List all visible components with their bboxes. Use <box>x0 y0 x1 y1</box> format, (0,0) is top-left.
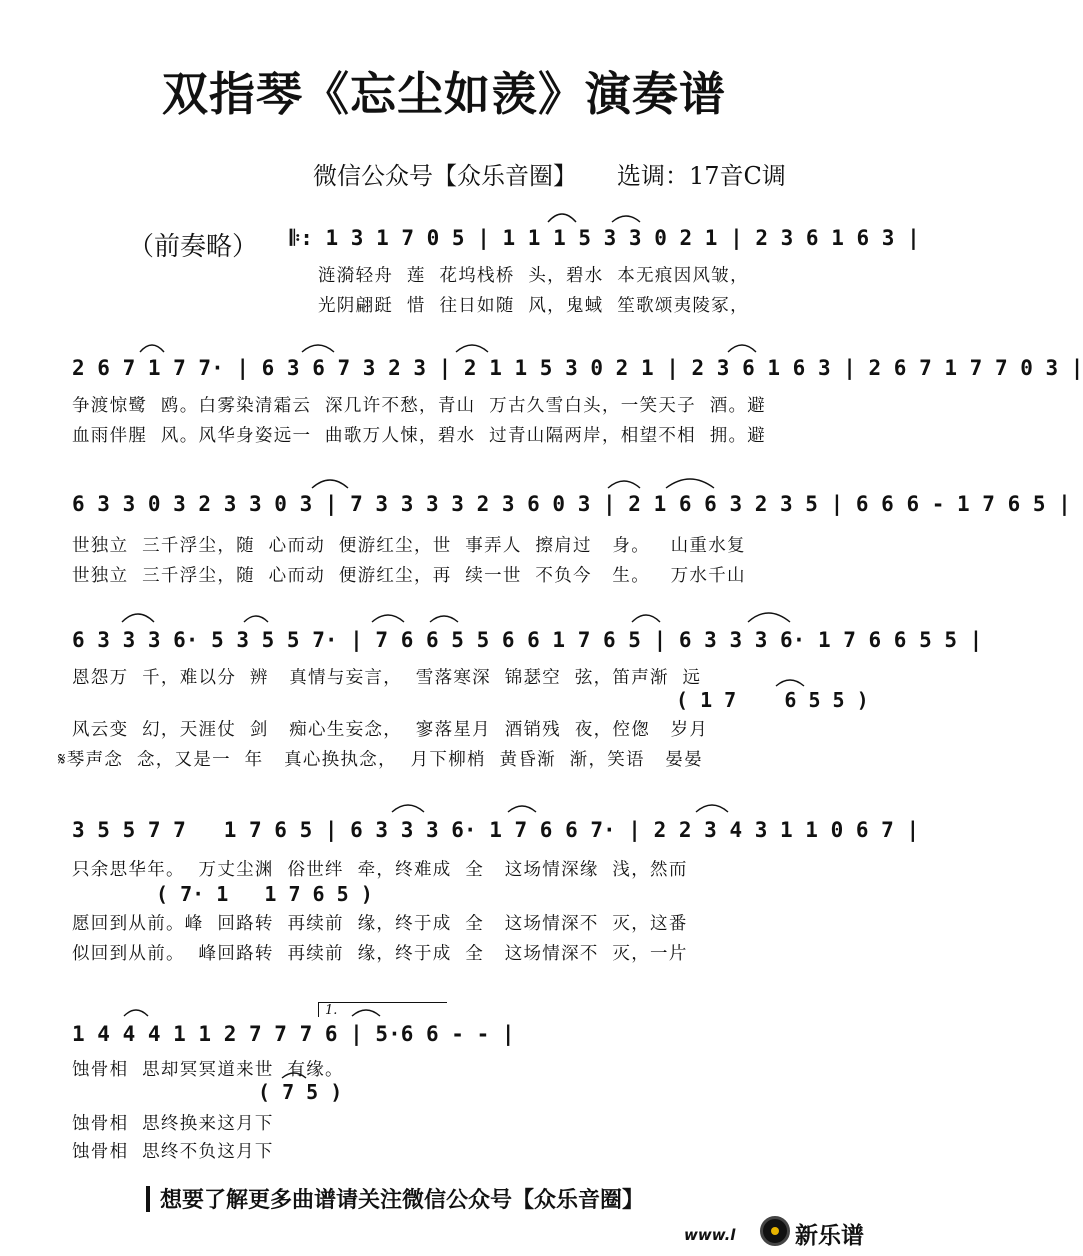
subtitle <box>313 156 786 191</box>
lyric-line-3-verse-1: 世独立 三千浮尘，随 心而动 便游红尘，世 事弄人 擦肩过 身。 山重水复 <box>72 536 746 556</box>
lyric-line-3-verse-2: 世独立 三千浮尘，随 心而动 便游红尘，再 续一世 不负今 生。 万水千山 <box>72 566 746 586</box>
slur-arc <box>696 805 728 812</box>
alternate-notes-line-4: ( 1 7 6 5 5 ) <box>676 688 869 712</box>
watermark-url: www.l <box>684 1226 736 1244</box>
slur-arc <box>302 345 334 352</box>
slur-arc <box>728 345 756 352</box>
slur-arc <box>124 1010 148 1016</box>
alternate-notes-line-6: ( 7 5 ) <box>258 1080 343 1104</box>
slur-arc <box>122 614 154 622</box>
slur-arc <box>666 479 714 488</box>
page-title: 双指琴《忘尘如羡》演奏谱 <box>162 67 726 121</box>
slur-arc <box>140 345 164 352</box>
slur-arc <box>244 616 268 622</box>
footer-accent-bar <box>146 1186 150 1212</box>
slur-arc <box>456 345 488 352</box>
lyric-line-5-verse-1: 只余思华年。 万丈尘渊 俗世绊 牵，终难成 全 这场情深缘 浅，然而 <box>72 860 688 880</box>
slur-arc <box>430 616 458 622</box>
alternate-notes-line-5: ( 7· 1 1 7 6 5 ) <box>156 882 373 906</box>
lyric-line-1-verse-2: 光阴翩跹 惜 往日如随 风，鬼蜮 笙歌颂夷陵冢， <box>318 296 749 316</box>
lyric-line-2-verse-2: 血雨伴腥 风。风华身姿远一 曲歌万人悚，碧水 过青山隔两岸，相望不相 拥。避 <box>72 426 767 446</box>
notation-line-6: 1 4 4 4 1 1 2 7 7 7 6 | 5·6 6 - - | <box>72 1022 515 1046</box>
notation-line-5: 3 5 5 7 7 1 7 6 5 | 6 3 3 3 6· 1 7 6 6 7· | 2 2 3 4 3 1 1 0 6 7 | <box>72 818 920 842</box>
volta-number: 1. <box>325 1003 338 1018</box>
slur-arc <box>372 615 404 622</box>
slur-arc <box>312 480 348 488</box>
lyric-line-4-verse-2: 风云变 幻，天涯仗 剑 痴心生妄念， 寥落星月 酒销残 夜，倥偬 岁月 <box>72 720 709 740</box>
lyric-line-6-verse-2: 蚀骨相 思终换来这月下 <box>72 1114 274 1134</box>
lyric-line-6-verse-3: 蚀骨相 思终不负这月下 <box>72 1142 274 1162</box>
slur-arc <box>548 214 576 222</box>
slur-arc <box>748 613 790 622</box>
lyric-line-4-verse-3: 𝄋琴声念 念，又是一 年 真心换执念， 月下柳梢 黄昏渐 渐，笑语 晏晏 <box>58 750 704 770</box>
notation-line-4: 6 3 3 3 6· 5 3 5 5 7· | 7 6 6 5 5 6 6 1 7 6 5 | 6 3 3 3 6· 1 7 6 6 5 5 | <box>72 628 983 652</box>
slur-arc <box>776 680 804 686</box>
footer-note: 想要了解更多曲谱请关注微信公众号【众乐音圈】 <box>160 1188 645 1213</box>
key-label: 选调：17音C调 <box>617 162 786 190</box>
lyric-line-5-verse-3: 似回到从前。 峰回路转 再续前 缘，终于成 全 这场情深不 灭，一片 <box>72 944 688 964</box>
notation-line-1: 𝄆: 1 3 1 7 0 5 | 1 1 1 5 3 3 0 2 1 | 2 3 6 1 6 3 | <box>290 226 920 250</box>
account-label: 微信公众号【众乐音圈】 <box>313 162 577 190</box>
lyric-line-4-verse-1: 恩怨万 千，难以分 辨 真情与妄言， 雪落寒深 锦瑟空 弦，笛声渐 远 <box>72 668 702 688</box>
volta-bracket <box>318 1002 447 1017</box>
watermark-brand: 新乐谱 <box>795 1223 864 1249</box>
intro-note: （前奏略） <box>128 232 259 262</box>
slur-arc <box>392 805 424 812</box>
lyric-line-2-verse-1: 争渡惊鹭 鸥。白雾染清霜云 深几许不愁，青山 万古久雪白头，一笑天子 酒。避 <box>72 396 767 416</box>
lyric-line-5-verse-2: 愿回到从前。峰 回路转 再续前 缘，终于成 全 这场情深不 灭，这番 <box>72 914 688 934</box>
slur-arc <box>632 615 660 622</box>
slur-arc <box>608 481 640 488</box>
slur-arc <box>612 216 640 222</box>
lyric-line-6-verse-1: 蚀骨相 思却冥冥道来世 有缘。 <box>72 1060 344 1080</box>
lyric-line-1-verse-1: 涟漪轻舟 莲 花坞栈桥 头，碧水 本无痕因风皱， <box>318 266 749 286</box>
record-logo-icon <box>760 1216 790 1246</box>
slur-arc <box>508 806 536 812</box>
notation-line-3: 6 3 3 0 3 2 3 3 0 3 | 7 3 3 3 3 2 3 6 0 3 | 2 1 6 6 3 2 3 5 | 6 6 6 - 1 7 6 5 | <box>72 492 1071 516</box>
notation-line-2: 2 6 7 1 7 7· | 6 3 6 7 3 2 3 | 2 1 1 5 3 0 2 1 | 2 3 6 1 6 3 | 2 6 7 1 7 7 0 3 | <box>72 356 1083 380</box>
